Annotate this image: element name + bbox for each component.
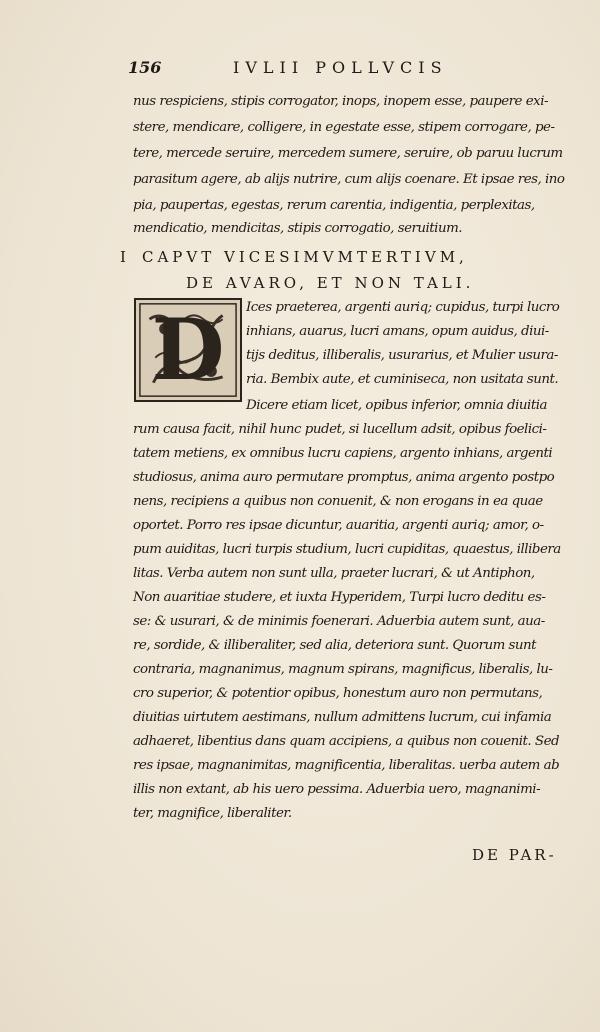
text-line: litas. Verba autem non sunt ulla, praeter lucrari, & ut Antiphon, <box>133 566 535 581</box>
text-line: contraria, magnanimus, magnum spirans, magnificus, liberalis, lu- <box>133 662 553 677</box>
text-line: tatem metiens, ex omnibus lucru capiens, argento inhians, argenti <box>133 446 553 461</box>
text-line: re, sordide, & illiberaliter, sed alia, deteriora sunt. Quorum sunt <box>133 638 537 653</box>
chapter-number: I <box>120 248 130 266</box>
catchword: DE PAR- <box>472 846 557 864</box>
text-line: pia, paupertas, egestas, rerum carentia, indigentia, perplexitas, <box>133 198 535 213</box>
chapter-title: CAPVT VICESIMVMTERTIVM, <box>142 248 468 266</box>
text-line: Dicere etiam licet, opibus inferior, omnia diuitia <box>246 398 547 413</box>
text-line: tijs deditus, illiberalis, usurarius, et Mulier usura- <box>246 348 558 363</box>
initial-letter: D <box>151 300 225 399</box>
text-line: nus respiciens, stipis corrogator, inops, inopem esse, paupere exi- <box>133 94 549 109</box>
text-line: inhians, auarus, lucri amans, opum auidus, diui- <box>246 324 549 339</box>
text-line: mendicatio, mendicitas, stipis corrogatio, seruitium. <box>133 221 463 236</box>
text-line: pum auiditas, lucri turpis studium, lucri cupiditas, quaestus, illibera <box>133 542 561 557</box>
text-line: Ices praeterea, argenti auriq; cupidus, turpi lucro <box>246 300 560 315</box>
text-line: adhaeret, libentius dans quam accipiens, a quibus non couenit. Sed <box>133 734 560 749</box>
text-line: illis non extant, ab his uero pessima. Aduerbia uero, magnanimi- <box>133 782 541 797</box>
text-line: se: & usurari, & de minimis foenerari. Aduerbia autem sunt, aua- <box>133 614 545 629</box>
page-header <box>128 58 508 84</box>
text-line: oportet. Porro res ipsae dicuntur, auaritia, argenti auriq; amor, o- <box>133 518 544 533</box>
text-line: Non auaritiae studere, et iuxta Hyperidem, Turpi lucro deditu es- <box>133 590 546 605</box>
text-line: tere, mercede seruire, mercedem sumere, seruire, ob paruu lucrum <box>133 146 563 161</box>
text-line: res ipsae, magnanimitas, magnificentia, liberalitas. uerba autem ab <box>133 758 560 773</box>
text-line: cro superior, & potentior opibus, honestum auro non permutans, <box>133 686 543 701</box>
page-number: 156 <box>128 58 162 77</box>
text-line: nens, recipiens a quibus non conuenit, & non erogans in ea quae <box>133 494 543 509</box>
running-head: IVLII POLLVCIS <box>233 58 448 77</box>
text-line: stere, mendicare, colligere, in egestate esse, stipem corrogare, pe- <box>133 120 555 135</box>
text-line: diuitias uirtutem aestimans, nullum admittens lucrum, cui infamia <box>133 710 552 725</box>
ornate-initial-icon <box>134 298 242 402</box>
text-line: studiosus, anima auro permutare promptus, anima argento postpo <box>133 470 555 485</box>
chapter-subtitle: DE AVARO, ET NON TALI. <box>186 274 475 292</box>
text-line: parasitum agere, ab alijs nutrire, cum alijs coenare. Et ipsae res, ino <box>133 172 565 187</box>
text-line: rum causa facit, nihil hunc pudet, si lucellum adsit, opibus foelici- <box>133 422 547 437</box>
text-line: ter, magnifice, liberaliter. <box>133 806 292 821</box>
text-line: ria. Bembix aute, et cuminiseca, non usitata sunt. <box>246 372 559 387</box>
